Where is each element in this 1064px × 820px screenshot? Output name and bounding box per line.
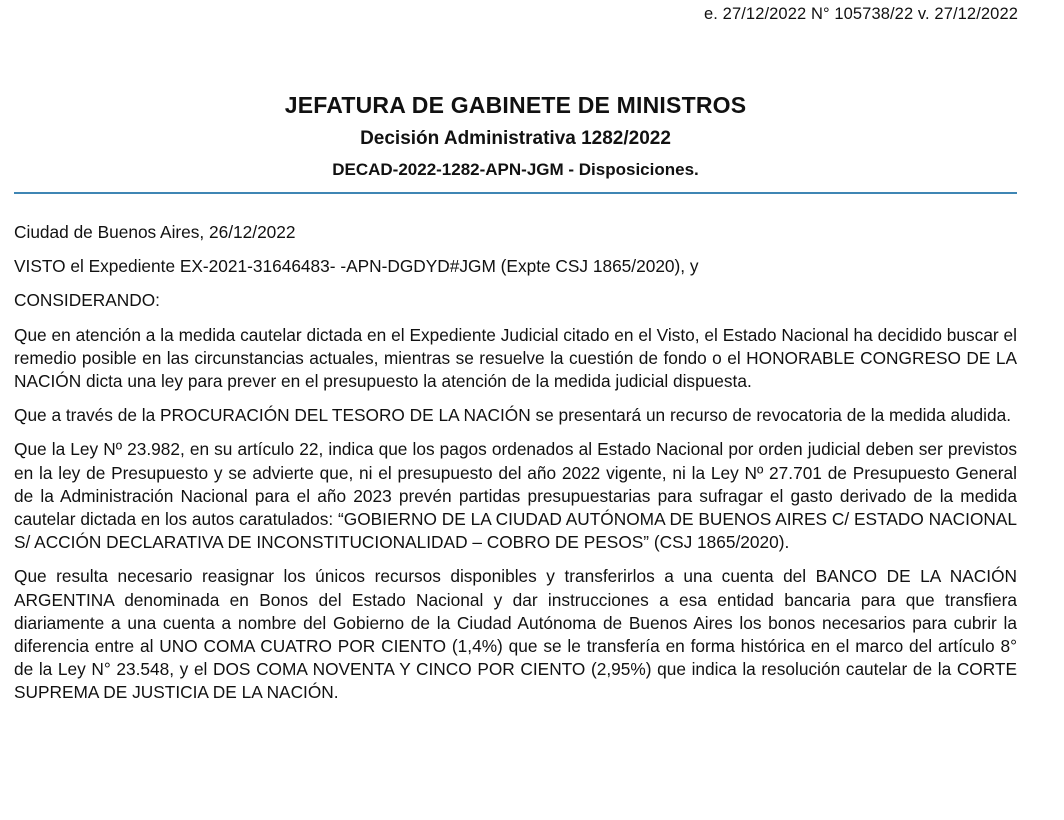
decision-title: Decisión Administrativa 1282/2022 bbox=[360, 128, 671, 149]
date-line: Ciudad de Buenos Aires, 26/12/2022 bbox=[14, 222, 296, 242]
considerando-paragraph: Que en atención a la medida cautelar dictada en el Expediente Judicial citado en el Visto, el Estado Nacional ha decidido buscar el remedio posible en las circunstancias actuales, mientras se resuelve la cuestión de fondo o el HONORABLE CONGRESO DE LA NACIÓN dicta una ley para prever en el presupuesto la atención de la medida judicial dispuesta. bbox=[14, 324, 1017, 392]
document-header bbox=[14, 90, 1017, 182]
visto-paragraph: VISTO el Expediente EX-2021-31646483- -APN-DGDYD#JGM (Expte CSJ 1865/2020), y bbox=[14, 256, 699, 277]
considerando-paragraph: Que resulta necesario reasignar los únicos recursos disponibles y transferirlos a una cuenta del BANCO DE LA NACIÓN ARGENTINA denominada en Bonos del Estado Nacional y dar instrucciones a esa entidad bancaria para que transfiera diariamente a una cuenta a nombre del Gobierno de la Ciudad Autónoma de Buenos Aires los bonos necesarios para cubrir la diferencia entre al UNO COMA CUATRO POR CIENTO (1,4%) que se le transfería en forma histórica en el marco del artículo 8° de la Ley N° 23.548, y el DOS COMA NOVENTA Y CINCO POR CIENTO (2,95%) que indica la resolución cautelar de la CORTE SUPREMA DE JUSTICIA DE LA NACIÓN. bbox=[14, 566, 1017, 703]
publication-reference: e. 27/12/2022 N° 105738/22 v. 27/12/2022 bbox=[704, 5, 1018, 23]
organism-title: JEFATURA DE GABINETE DE MINISTROS bbox=[284, 92, 747, 118]
document-body bbox=[14, 221, 1017, 716]
decision-code: DECAD-2022-1282-APN-JGM - Disposiciones. bbox=[332, 160, 699, 179]
considerando-paragraph: Que la Ley Nº 23.982, en su artículo 22, indica que los pagos ordenados al Estado Nacional por orden judicial deben ser previstos en la ley de Presupuesto y se advierte que, ni el presupuesto del año 2022 vigente, ni la Ley Nº 27.701 de Presupuesto General de la Administración Nacional para el año 2023 prevén partidas presupuestarias para sufragar el gasto derivado de la medida cautelar dictada en los autos caratulados: “GOBIERNO DE LA CIUDAD AUTÓNOMA DE BUENOS AIRES C/ ESTADO NACIONAL S/ ACCIÓN DECLARATIVA DE INCONSTITUCIONALIDAD – COBRO DE PESOS” (CSJ 1865/2020). bbox=[14, 439, 1017, 553]
header-divider bbox=[14, 192, 1017, 194]
considerando-paragraph: Que a través de la PROCURACIÓN DEL TESORO DE LA NACIÓN se presentará un recurso de revocatoria de la medida aludida. bbox=[14, 405, 1011, 426]
considerando-heading: CONSIDERANDO: bbox=[14, 290, 160, 311]
